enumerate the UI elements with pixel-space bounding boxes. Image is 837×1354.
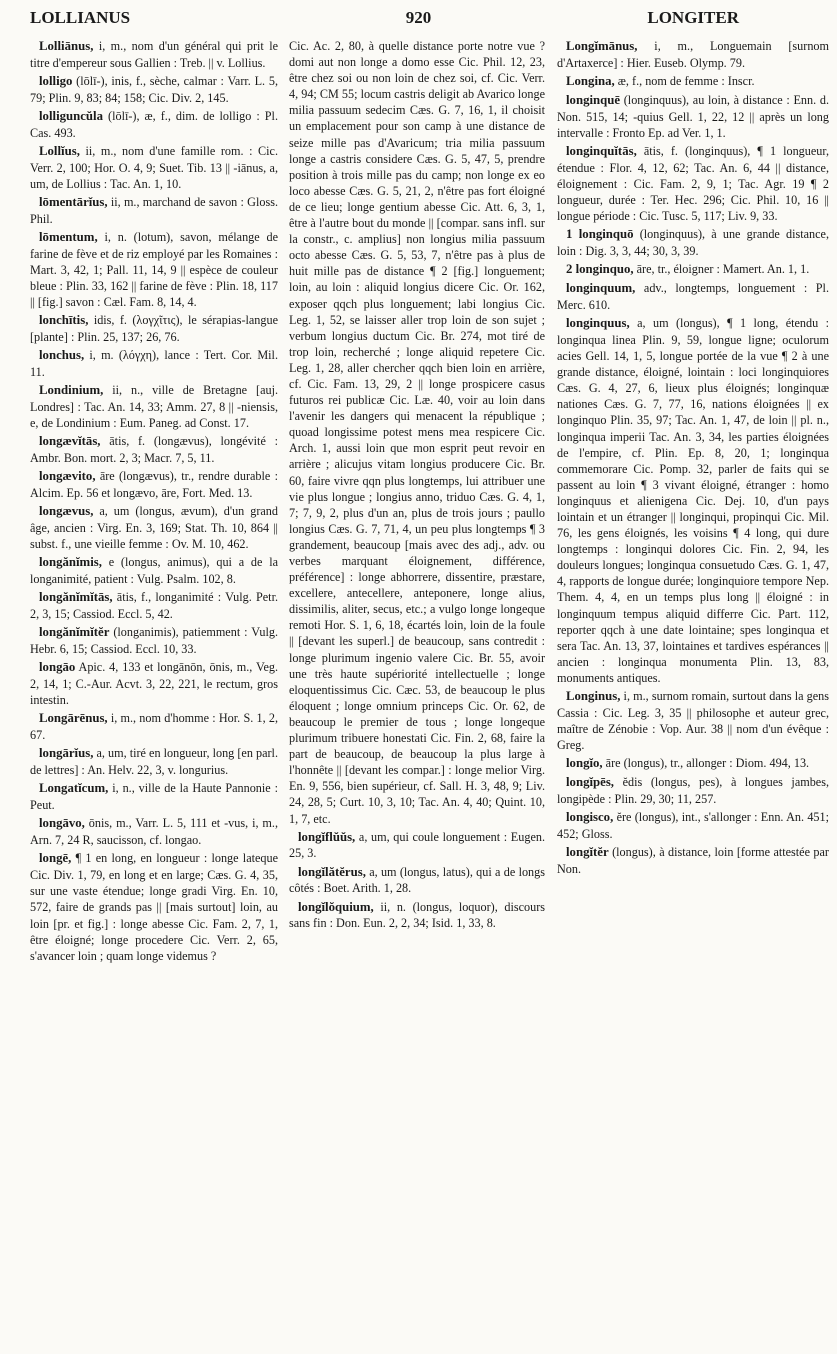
entry-headword: longinquus,	[566, 316, 630, 331]
entry-definition: i, m. (λόγχη), lance : Tert. Cor. Mil. 11.	[30, 348, 278, 380]
entry-definition: a, um (longus, latus), qui a de longs côtés : Boet. Arith. 1, 28.	[289, 864, 545, 896]
entry-definition: a, um (longus, ævum), d'un grand âge, ancien : Virg. En. 3, 169; Stat. Th. 10, 864 || subst. f., une vieille femme : Ov. M. 10, 462.	[30, 504, 278, 552]
dictionary-entry	[30, 433, 278, 466]
entry-headword: Longatĭcum,	[39, 781, 109, 796]
entry-definition: āre (longævus), tr., rendre durable : Alcim. Ep. 56 et longævo, āre, Fort. Med. 13.	[30, 469, 278, 501]
entry-headword: longārĭus,	[39, 746, 94, 761]
entry-definition: idis, f. (λογχῖτις), le sérapias-langue [plante] : Plin. 25, 137; 26, 76.	[30, 313, 278, 345]
entry-definition: ĕdis (longus, pes), à longues jambes, longipède : Plin. 29, 30; 11, 257.	[557, 775, 829, 806]
dictionary-entry	[30, 815, 278, 848]
entry-headword: longănĭmĭtās,	[39, 590, 113, 605]
entry-headword: longāo	[39, 660, 76, 675]
entry-headword: longævus,	[39, 504, 94, 519]
dictionary-entry	[557, 143, 829, 224]
entry-headword: longævĭtās,	[39, 434, 101, 449]
dictionary-entry	[30, 624, 278, 657]
dictionary-entry	[289, 864, 545, 897]
entry-headword: Longina,	[566, 73, 615, 88]
entry-headword: longĭo,	[566, 756, 603, 771]
entry-definition: i, m., surnom romain, surtout dans la gens Cassia : Cic. Leg. 3, 35 || philosophe et auteur grec, maître de Zénobie : Vop. Aur. 38 || nom d'un évêque : Greg.	[557, 689, 829, 753]
entry-definition: ii, m., nom d'une famille rom. : Cic. Verr. 2, 100; Hor. O. 4, 9; Suet. Tib. 13 || -iānus, a, um, de Lollius : Tac. An. 1, 10.	[30, 143, 278, 191]
entry-definition: a, um, qui coule longuement : Eugen. 25, 3.	[289, 829, 545, 861]
entry-headword: longinquum,	[566, 281, 636, 296]
column-right	[557, 38, 829, 1350]
entry-definition: ĕre (longus), int., s'allonger : Enn. An. 451; 452; Gloss.	[557, 810, 829, 841]
entry-definition: a, um (longus), ¶ 1 long, étendu : longinqua linea Plin. 9, 59, longue ligne; oculorum acies Gell. 14, 1, 5, longue portée de la vue ¶ 2 à une grande distance, éloigné, lointain : loci longinquiores Cæs. G. 4, 27, 6, lieux plus éloignés; longinquæ nationes Cæs. G. 7, 77, 16, nations éloignées || ex longinquo Plin. 35, 97; Tac. An. 1, 47, de loin || pl. n., longinqua imperii Tac. An. 3, 34, les parties éloignées de l'empire, cf. Plin. Ep. 8, 20, 1; longinqua commemorare Cic. Pomp. 32, parler de faits qui se passent au loin ¶ 3 vivant éloigné, étranger : homo longinquus et alienigena Cic. Dej. 10, d'un pays lointain et un étranger || longinqui, propinqui Cic. Mil. 76, les gens éloignés, les voisins ¶ 4 long, qui dure longtemps : longinqui dolores Cic. Fin. 2, 94, les douleurs longues; longinqua consuetudo Cæs. G. 1, 47, 4, rapports de longue durée; longinquiore tempore Nep. Them. 4, 4, en un temps plus long || éloigné : in longinquum tempus aliquid differre Cic. Part. 112, reporter qqch à une date lointaine; spes longinqua et sera Tac. An. 13, 37, lointaines et tardives espérances || ancien : longinqua monumenta Plin. 13, 83, monuments antiques.	[557, 316, 829, 685]
dictionary-entry	[30, 229, 278, 310]
entry-definition: ātis, f., longanimité : Vulg. Petr. 2, 3, 15; Cassiod. Eccl. 5, 42.	[30, 590, 278, 622]
dictionary-entry	[557, 226, 829, 259]
dictionary-entry	[557, 809, 829, 842]
entry-headword: 2 longinquo,	[566, 262, 634, 277]
entry-headword: Longārēnus,	[39, 711, 108, 726]
entry-headword: Lolliānus,	[39, 39, 94, 53]
entry-definition: (longanimis), patiemment : Vulg. Hebr. 6, 15; Cassiod. Eccl. 10, 33.	[30, 625, 278, 657]
dictionary-entry	[557, 315, 829, 686]
entry-definition: ātis, f. (longævus), longévité : Ambr. Bon. mort. 2, 3; Macr. 7, 5, 11.	[30, 434, 278, 466]
entry-definition: ōnis, m., Varr. L. 5, 111 et -vus, i, m., Arn. 7, 24 R, saucisson, cf. longao.	[30, 816, 278, 848]
dictionary-entry	[30, 38, 278, 71]
entry-headword: longisco,	[566, 810, 614, 825]
dictionary-entry	[557, 774, 829, 807]
entry-headword: longinquē	[566, 92, 621, 107]
column-middle	[289, 38, 545, 1350]
entry-definition: i, m., nom d'homme : Hor. S. 1, 2, 67.	[30, 711, 278, 743]
entry-definition: ii, n. (longus, loquor), discours sans fin : Don. Eun. 2, 2, 34; Isid. 1, 33, 8.	[289, 899, 545, 931]
entry-definition: e (longus, animus), qui a de la longanimité, patient : Vulg. Psalm. 102, 8.	[30, 555, 278, 587]
dictionary-entry	[289, 38, 545, 827]
entry-headword: longĭtĕr	[566, 845, 609, 860]
entry-definition: æ, f., nom de femme : Inscr.	[614, 73, 755, 88]
dictionary-entry	[289, 829, 545, 862]
entry-definition: i, n. (lotum), savon, mélange de farine de fève et de riz employé par les Romaines : Mart. 3, 42, 1; Pall. 11, 14, 9 || espèce de couleur bleue : Plin. 33, 162 || farine de fève : Plin. 18, 117 || [fig.] savon : Cæl. Fam. 8, 14, 4.	[30, 230, 278, 310]
entry-definition: ¶ 1 en long, en longueur : longe lateque Cic. Div. 1, 79, en long et en large; Cæs. G. 4, 35, sur une vaste étendue; longe gradi Virg. En. 10, 572, faire de grands pas || [mais surtout] loin, au loin [pr. et fig.] : longe abesse Cic. Fam. 2, 7, 1, être éloigné; longe procedere Cic. Verr. 2, 65, s'avancer loin ; quam longe videmus ?	[30, 851, 278, 963]
dictionary-entry	[30, 312, 278, 345]
entry-headword: longāvo,	[39, 816, 85, 831]
dictionary-entry	[30, 347, 278, 380]
entry-headword: lonchītis,	[39, 313, 89, 328]
dictionary-entry	[289, 899, 545, 932]
dictionary-entry	[30, 73, 278, 106]
entry-definition: āre, tr., éloigner : Mamert. An. 1, 1.	[633, 262, 810, 277]
dictionary-entry	[557, 73, 829, 90]
entry-headword: Longinus,	[566, 689, 621, 704]
entry-definition: i, m., Longuemain [surnom d'Artaxerce] : Hier. Euseb. Olymp. 79.	[557, 39, 829, 70]
dictionary-entry	[30, 468, 278, 501]
entry-definition: i, m., nom d'un général qui prit le titre d'empereur sous Gallien : Treb. || v. Lollius.	[30, 39, 278, 70]
dictionary-entry	[30, 589, 278, 622]
page-number: 920	[405, 8, 432, 27]
header-first-word: LOLLIANUS	[30, 8, 131, 27]
header-last-word: LONGITER	[647, 8, 739, 27]
entry-definition: Apic. 4, 133 et longānōn, ōnis, m., Veg. 2, 14, 1; C.-Aur. Acvt. 3, 22, 221, le rectum, gros intestin.	[30, 660, 278, 708]
entry-definition: ii, m., marchand de savon : Gloss. Phil.	[30, 195, 278, 226]
column-left	[30, 38, 278, 1350]
entry-definition: ii, n., ville de Bretagne [auj. Londres] : Tac. An. 14, 33; Amm. 27, 8 || -niensis, e, de Londinium : Eum. Paneg. ad Const. 17.	[30, 383, 278, 431]
dictionary-entry	[557, 92, 829, 141]
entry-headword: longĭlŏquium,	[298, 899, 374, 914]
entry-definition: a, um, tiré en longueur, long [en parl. de lettres] : An. Helv. 22, 3, v. longurius.	[30, 746, 278, 778]
dictionary-entry	[30, 850, 278, 963]
dictionary-entry	[30, 745, 278, 778]
entry-headword: 1 longinquō	[566, 227, 634, 242]
dictionary-entry	[557, 688, 829, 753]
entry-headword: longĭpēs,	[566, 775, 615, 790]
entry-headword: longănĭmĭtĕr	[39, 625, 110, 640]
dictionary-entry	[557, 755, 829, 772]
dictionary-entry	[557, 261, 829, 278]
entry-definition: (longinquus), à une grande distance, loin : Dig. 3, 3, 44; 30, 3, 39.	[557, 227, 829, 259]
dictionary-entry	[557, 844, 829, 877]
entry-definition: i, n., ville de la Haute Pannonie : Peut.	[30, 781, 278, 813]
entry-headword: Londinium,	[39, 383, 104, 398]
entry-definition: Cic. Ac. 2, 80, à quelle distance porte notre vue ? domi aut non longe a domo esse Cic. Phil. 12, 23, être chez soi ou non loin de chez soi, cf. Cic. Verr. 4, 94; CM 55; locum castris deligit ab Avarico longe milia passuum sedecim Cæs. G. 7, 16, 1, il choisit un emplacement pour son camp à une distance de seize mille pas d'Avaricum; tria milia passuum longe a castris considere Cæs. G. 5, 47, 5, prendre position à trois mille pas du camp; non longe ex eo loco abesse Cæs. G. 5, 21, 2, n'être pas fort éloigné de ce lieu; longe gentium abesse Cic. Att. 6, 3, 1, être à l'autre bout du monde || [compar. sans infl. sur la constr., c. amplius] non longius milia passuum octo abesse Cæs. G. 5, 53, 7, n'être pas à plus de huit mille pas de distance ¶ 2 [fig.] longuement; loin, au loin : aliquid longius dicere Cic. Or. 162, exposer qqch plus longuement; labi longius Cic. Leg. 1, 52, se laisser aller trop loin de son sujet ; verbum longius ductum Cic. Br. 274, mot tiré de trop loin, recherché ; longe aliquid repetere Cic. Leg. 1, 28, aller chercher qqch bien loin en arrière, cf. Cic. Fam. 13, 29, 2 || longe prospicere casus futuros rei publicæ Cic. Læ. 40, voir au loin dans l'avenir les dangers qui menacent la république ; quoad longissime potest mens mea respicere Cic. Arch. 1, aussi loin que mon esprit peut revoir en arrière ; alicujus vitam longius producere Cic. Br. 60, faire vivre qqn plus longtemps, lui attribuer une vie plus longue ; longius anno, triduo Cæs. G. 4, 1, 7; 7, 9, 2, plus d'un an, plus de trois jours ; paullo longius Cæs. G. 7, 71, 4, un peu plus longtemps ¶ 3 grandement, beaucoup [mais avec des adj., adv. ou verbes marquant éloignement, différence, préférence] : longe abhorrere, dissentire, præstare, excellere, antecellere, anteponere, longe alius, dissimilis, aliter, secus, etc.; a vulgo longe longeque remoti Hor. S. 1, 6, 18, écartés loin, loin de la foule || [devant les superl.] de beaucoup, sans contredit : longe plurimum ingenio valere Cic. Br. 55, avoir une très haute supériorité intellectuelle ; longe eloquentissimus Cic. Cæc. 53, de beaucoup le plus éloquent ; longe omnium princeps Cic. Or. 62, de beaucoup le premier de tous ; longe longeque plurimum tribuere honestati Cic. Fin. 2, 68, faire la part de beaucoup, de beaucoup la plus large à l'honnête || [devant les compar.] : longe melior Virg. En. 9, 556, bien supérieur, cf. Sall. H. 3, 48, 9; Liv. 24, 28, 5; Curt. 10, 3, 10; Tac. An. 4, 40; Quint. 10, 1, 7, etc.	[289, 39, 545, 826]
entry-headword: lolliguncŭla	[39, 108, 104, 123]
entry-definition: ātis, f. (longinquus), ¶ 1 longueur, étendue : Flor. 4, 12, 62; Tac. An. 6, 44 || distance, éloignement : Cic. Fam. 2, 9, 1; Tac. Agr. 19 ¶ 2 longueur, durée : Ter. Hec. 296; Cic. Phil. 10, 16 || longue période : Cic. Tusc. 5, 117; Liv. 9, 33.	[557, 143, 829, 224]
dictionary-entry	[30, 194, 278, 227]
entry-headword: lōmentum,	[39, 230, 98, 245]
dictionary-entry	[30, 143, 278, 192]
entry-headword: longinquĭtās,	[566, 143, 637, 158]
entry-headword: longĭflŭŭs,	[298, 829, 356, 844]
dictionary-entry	[30, 554, 278, 587]
entry-headword: lonchus,	[39, 348, 85, 363]
entry-headword: longævito,	[39, 469, 96, 484]
entry-definition: (longinquus), au loin, à distance : Enn. d. Non. 515, 14; -quius Gell. 1, 22, 12 || après un long intervalle : Fronto Ep. ad Ver. 1, 1.	[557, 92, 829, 140]
dictionary-entry	[30, 710, 278, 743]
dictionary-entry	[30, 780, 278, 813]
dictionary-entry	[30, 382, 278, 431]
entry-headword: longănĭmis,	[39, 555, 102, 570]
entry-headword: longē,	[39, 851, 72, 866]
entry-headword: longĭlătĕrus,	[298, 864, 366, 879]
dictionary-entry	[30, 108, 278, 141]
entry-definition: adv., longtemps, longuement : Pl. Merc. 610.	[557, 281, 829, 312]
dictionary-entry	[30, 659, 278, 708]
entry-definition: (lōlī-), inis, f., sèche, calmar : Varr. L. 5, 79; Plin. 9, 83; 84; 158; Cic. Div. 2, 145.	[30, 73, 278, 105]
entry-definition: āre (longus), tr., allonger : Diom. 494, 13.	[602, 756, 810, 771]
entry-headword: lolligo	[39, 73, 73, 88]
entry-definition: (longus), à distance, loin [forme attestée par Non.	[557, 845, 829, 876]
entry-headword: Lollĭus,	[39, 143, 80, 158]
entry-headword: Longĭmānus,	[566, 39, 638, 53]
entry-headword: lōmentārĭus,	[39, 195, 108, 210]
dictionary-entry	[557, 38, 829, 71]
entry-definition: (lōlī-), æ, f., dim. de lolligo : Pl. Cas. 493.	[30, 108, 278, 140]
dictionary-entry	[557, 280, 829, 313]
page-header	[0, 0, 837, 36]
dictionary-entry	[30, 503, 278, 552]
